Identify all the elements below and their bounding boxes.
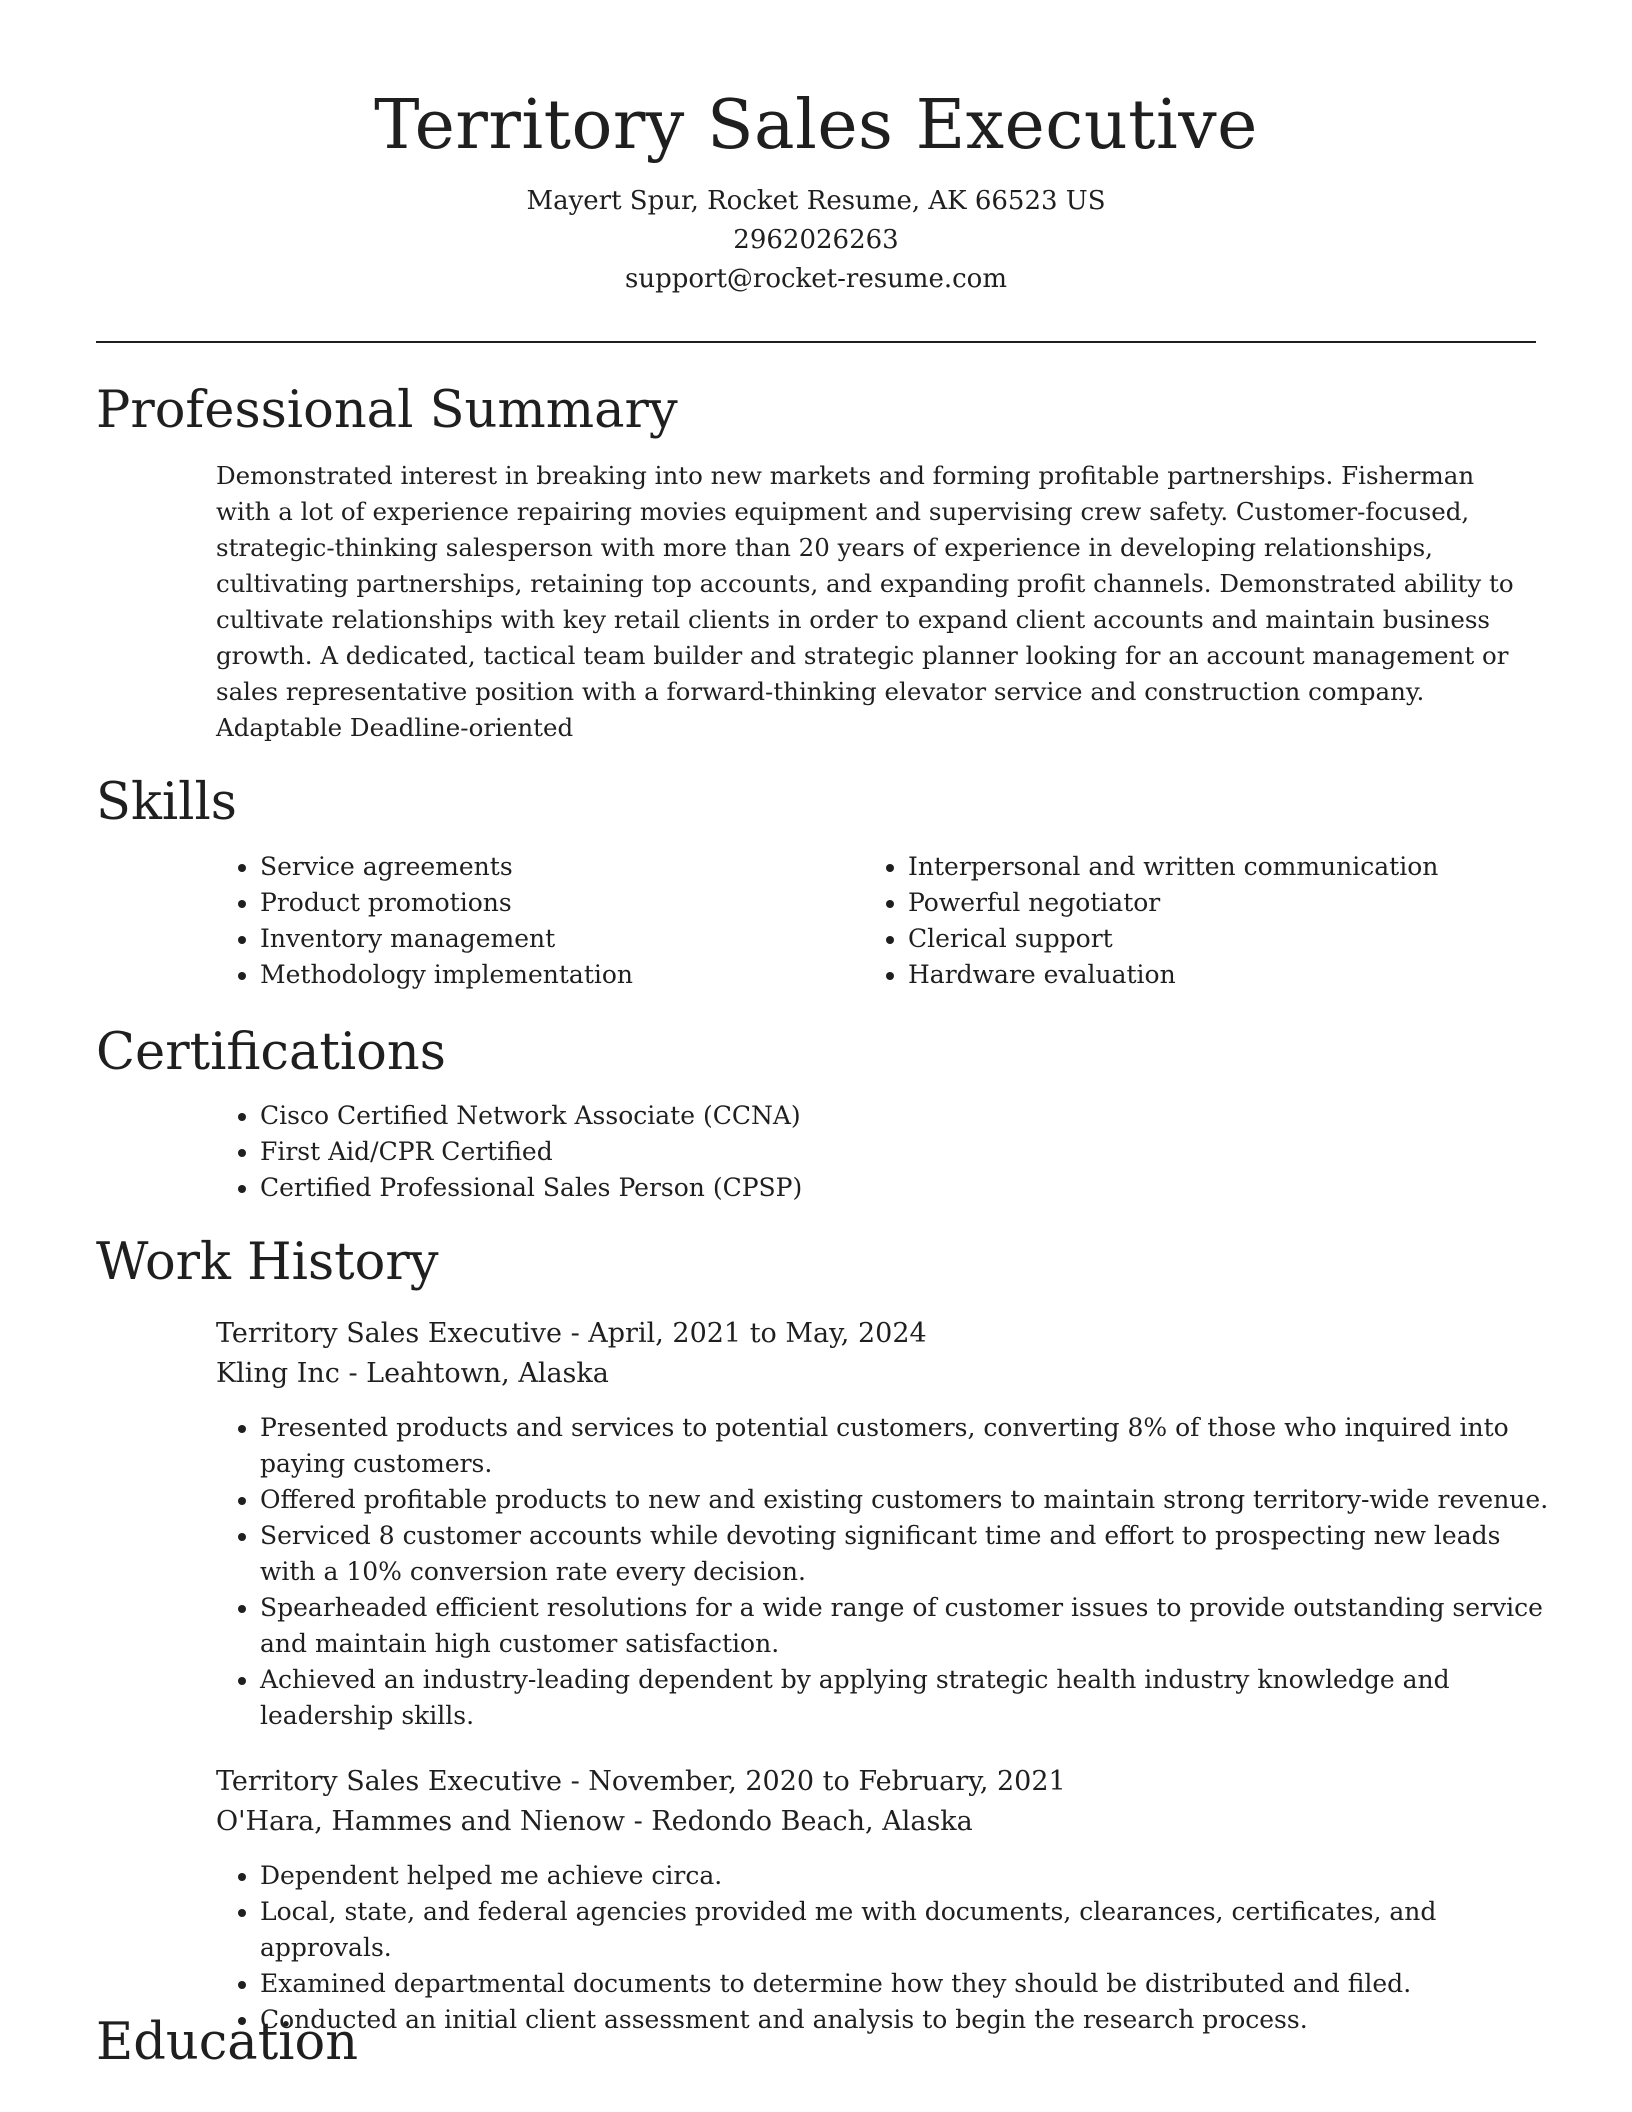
job-role: Territory Sales Executive [216,1318,562,1349]
list-item: • Methodology implementation [260,957,820,993]
summary-heading: Professional Summary [96,381,678,440]
list-item: • Examined departmental documents to determine how they should be distributed and filed. [260,1966,1560,2002]
list-item: • Clerical support [908,921,1568,957]
email: support@rocket-resume.com [624,264,1007,294]
work-history-heading: Work History [96,1233,439,1292]
candidate-name: Territory Sales Executive [374,86,1258,165]
list-item: • Spearheaded efficient resolutions for a wide range of customer issues to provide outstanding service and maintain high customer satisfaction. [260,1590,1560,1662]
list-item: • First Aid/CPR Certified [260,1134,1560,1170]
list-item: • Service agreements [260,849,820,885]
list-item: • Dependent helped me achieve circa. [260,1858,1560,1894]
skills-list-right [864,849,1568,993]
list-item: • Hardware evaluation [908,957,1568,993]
job-company: O'Hara, Hammes and Nienow [216,1806,625,1837]
job-role: Territory Sales Executive [216,1766,562,1797]
job-bullets [216,1858,1560,2038]
job-bullets [216,1410,1560,1734]
job-title-line [216,1314,927,1354]
job-company-line [216,1354,609,1394]
address: Mayert Spur, Rocket Resume, AK 66523 US [526,186,1106,216]
list-item: • Powerful negotiator [908,885,1568,921]
header-divider [96,341,1536,343]
job-location: - Leahtown, Alaska [339,1358,609,1389]
certifications-heading: Certifications [96,1023,446,1082]
list-item: • Local, state, and federal agencies provided me with documents, clearances, certificates, and approvals. [260,1894,1560,1966]
list-item: • Inventory management [260,921,820,957]
list-item: • Certified Professional Sales Person (CPSP) [260,1170,1560,1206]
list-item: • Cisco Certified Network Associate (CCNA) [260,1098,1560,1134]
resume-header [0,84,1632,299]
job-dates: - November, 2020 to February, 2021 [561,1766,1066,1797]
list-item: • Interpersonal and written communication [908,849,1568,885]
job-location: - Redondo Beach, Alaska [624,1806,973,1837]
education-heading: Education [96,2013,359,2072]
job-dates: - April, 2021 to May, 2024 [561,1318,927,1349]
skills-heading: Skills [96,773,237,832]
list-item: • Presented products and services to potential customers, converting 8% of those who inquired into paying customers. [260,1410,1560,1482]
list-item: • Serviced 8 customer accounts while devoting significant time and effort to prospecting new leads with a 10% conversion rate every decision. [260,1518,1560,1590]
job-company-line [216,1802,973,1842]
contact-info [0,182,1632,299]
list-item: • Achieved an industry-leading dependent by applying strategic health industry knowledge and leadership skills. [260,1662,1560,1734]
certifications-list [216,1098,1560,1206]
job-title-line [216,1762,1066,1802]
list-item: • Offered profitable products to new and existing customers to maintain strong territory-wide revenue. [260,1482,1560,1518]
list-item: • Product promotions [260,885,820,921]
job-company: Kling Inc [216,1358,340,1389]
summary-text: Demonstrated interest in breaking into new markets and forming profitable partnerships. Fisherman with a lot of experience repairing movies equipment and supervising crew safety. Customer-focused, strategic-thinking salesperson with more than 20 years of experience in developing relationships, cultivating partnerships, retaining top accounts, and expanding profit channels. Demonstrated ability to cultivate relationships with key retail clients in order to expand client accounts and maintain business growth. A dedicated, tactical team builder and strategic planner looking for an account management or sales representative position with a forward-thinking elevator service and construction company. Adaptable Deadline-oriented [216,461,1514,742]
list-item: • Conducted an initial client assessment and analysis to begin the research process. [260,2002,1560,2038]
phone: 2962026263 [733,225,899,255]
skills-list-left [216,849,820,993]
